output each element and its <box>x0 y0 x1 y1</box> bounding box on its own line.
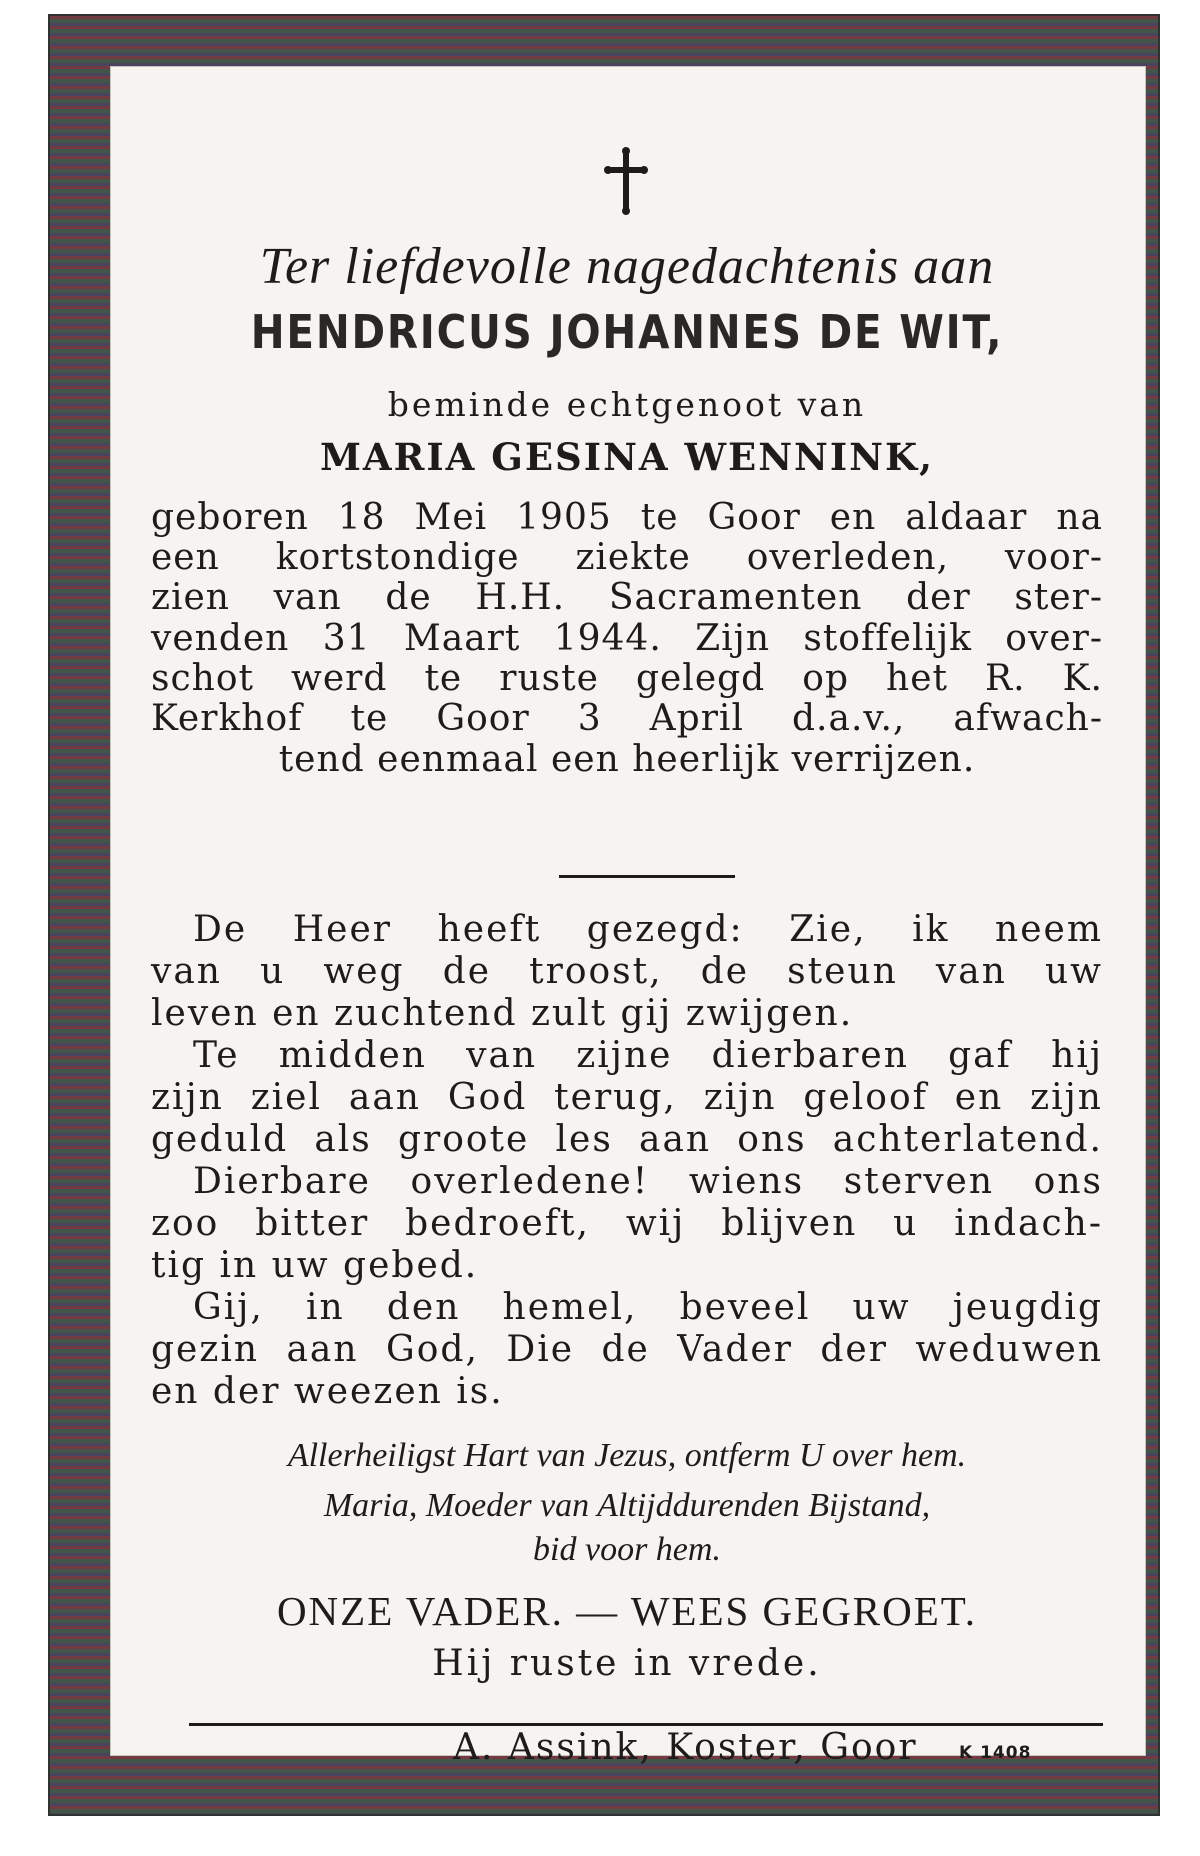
cross-icon <box>604 147 648 217</box>
rest-in-peace: Hij ruste in vrede. <box>432 1643 822 1684</box>
printer-name: A. Assink, Koster, Goor <box>453 1727 918 1768</box>
text-line: zoo bitter bedroeft, wij blijven u indach- <box>151 1203 1103 1244</box>
text-line: en der weezen is. <box>151 1371 504 1412</box>
deceased-name: HENDRICUS JOHANNES DE WIT, <box>250 305 1004 359</box>
bio-line: een kortstondige ziekte overleden, voor- <box>151 537 1103 578</box>
print-code: K 1408 <box>959 1743 1032 1763</box>
text-line: van u weg de troost, de steun van uw <box>151 951 1103 992</box>
footer-rule <box>189 1723 1103 1726</box>
spouse-label: beminde echtgenoot van <box>387 385 867 424</box>
text-line: gezin aan God, Die de Vader der weduwen <box>151 1329 1103 1370</box>
text-line: tig in uw gebed. <box>151 1245 479 1286</box>
text-line: leven en zuchtend zult gij zwijgen. <box>151 993 854 1034</box>
intro-line: Ter liefdevolle nagedachtenis aan <box>259 238 995 295</box>
text-line: zijn ziel aan God terug, zijn geloof en zijn <box>151 1077 1103 1118</box>
divider <box>559 875 735 878</box>
bio-line: zien van de H.H. Sacramenten der ster- <box>151 577 1103 618</box>
prayer-sacred-heart: Allerheiligst Hart van Jezus, ontferm U over hem. <box>287 1437 967 1474</box>
bio-line: schot werd te ruste gelegd op het R. K. <box>151 658 1103 699</box>
prayer-mary-line-1: Maria, Moeder van Altijddurenden Bijstand, <box>323 1487 931 1524</box>
text-line: Te midden van zijne dierbaren gaf hij <box>193 1035 1103 1076</box>
prayer-mary-line-2: bid voor hem. <box>533 1531 721 1568</box>
bio-line: venden 31 Maart 1944. Zijn stoffelijk over- <box>151 618 1103 659</box>
bio-line: geboren 18 Mei 1905 te Goor en aldaar na <box>151 497 1103 538</box>
text-line: Gij, in den hemel, beveel uw jeugdig <box>193 1287 1103 1328</box>
text-line: De Heer heeft gezegd: Zie, ik neem <box>193 909 1103 950</box>
prayers-caps: ONZE VADER. — WEES GEGROET. <box>276 1588 978 1634</box>
memorial-card <box>110 66 1146 1768</box>
spouse-name: MARIA GESINA WENNINK, <box>319 435 935 479</box>
bio-line: Kerkhof te Goor 3 April d.a.v., afwach- <box>151 698 1103 739</box>
text-line: Dierbare overledene! wiens sterven ons <box>193 1161 1103 1202</box>
bio-line: tend eenmaal een heerlijk verrijzen. <box>278 739 976 780</box>
text-line: geduld als groote les aan ons achterlatend. <box>151 1119 1103 1160</box>
